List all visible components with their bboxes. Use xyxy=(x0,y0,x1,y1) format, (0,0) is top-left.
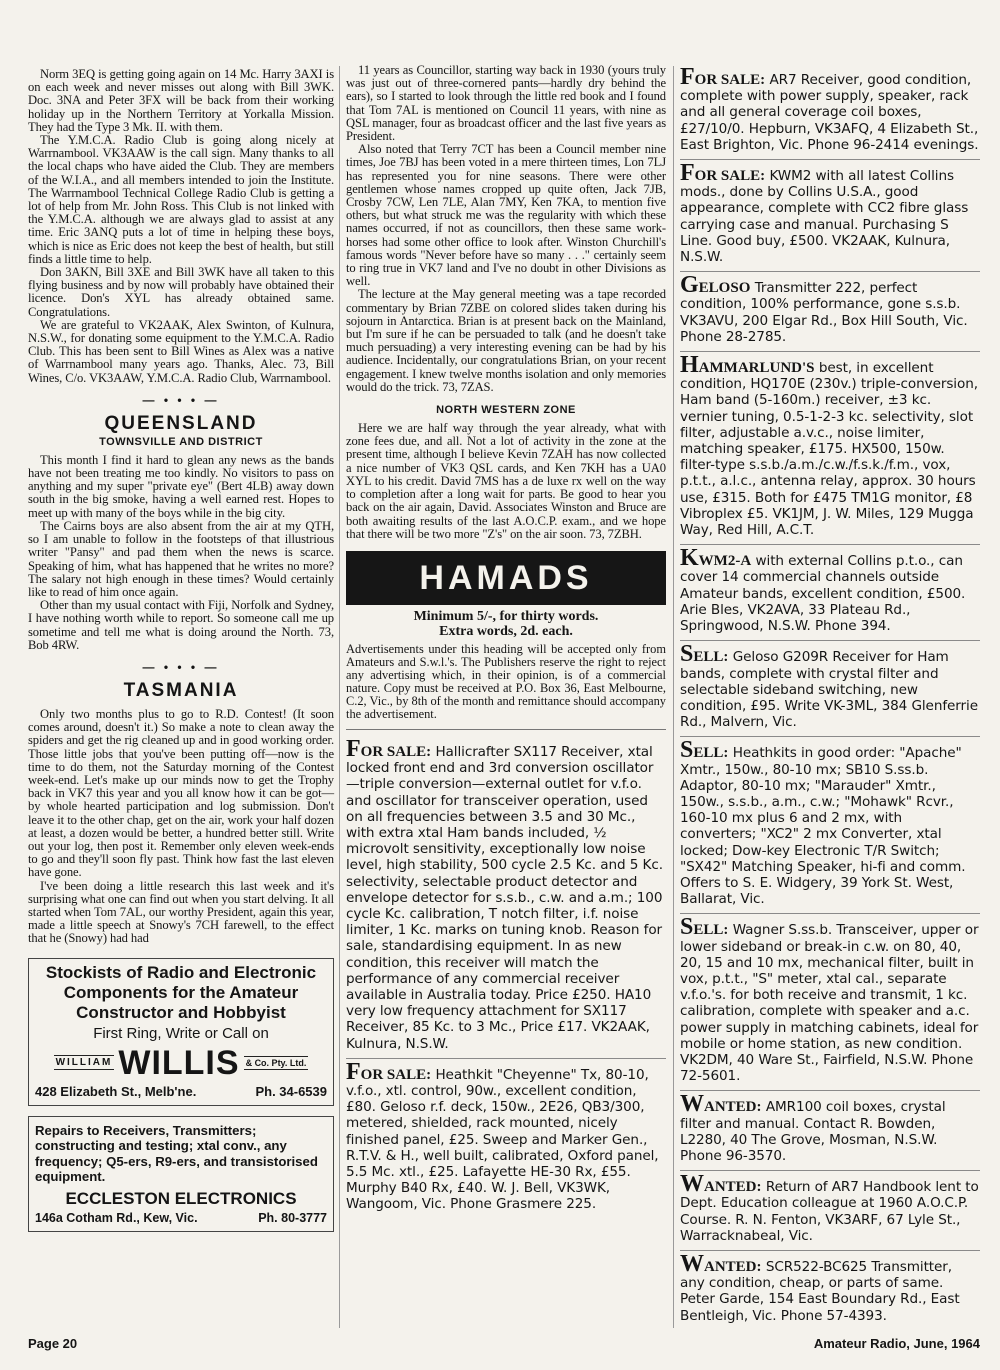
ad-initial: F xyxy=(680,64,695,90)
ad-initial: F xyxy=(346,735,361,762)
ad-lead: OR SALE: xyxy=(360,743,432,760)
hamads-rate: Minimum 5/-, for thirty words. xyxy=(413,608,599,624)
paragraph: Norm 3EQ is getting going again on 14 Mc. Harry 3AXI is on each week and never misses out along with Bill 3WK. Doc. 3NA and Peter 3FX will be back from their working holiday up in the Northern Territory at Yorkalla Mission. They had the Type 3 Mk. II. with them. xyxy=(28,67,334,134)
classified-ad xyxy=(680,1091,980,1171)
classified-ad xyxy=(680,737,980,914)
logo-willis: WILLIS xyxy=(118,1043,240,1082)
ad-text: AMR100 coil boxes, crystal filter and manual. Contact R. Bowden, L2280, 40 The Grove, Mosman, N.S.W. Phone 96-3570. xyxy=(680,1099,946,1164)
divider xyxy=(346,729,666,730)
section-separator: — • • • — xyxy=(142,659,220,674)
ad-text: with external Collins p.t.o., can cover 14 commercial channels outside Amateur bands, excellent condition, £500. Arie Bles, VK2AVA, 33 Plateau Rd., Springwood, N.S.W. Phone 394. xyxy=(680,553,966,635)
ad-text: Hallicrafter SX117 Receiver, xtal locked front end and 3rd conversion oscillator—triple conversion—external outlet for v.f.o. and oscillator for transceiver operation, used on all frequencies between 3.5 and 30 Mc., with extra xtal Ham bands included, ½ microvolt sensitivity, exceptionally low noise level, high stability, 500 cycle 2.5 Kc. and 5 Kc. selectivity, selectable product detector and envelope detector for s.s.b., c.w. and a.m.; 100 cycle Kc. calibration, T notch filter, i.f. noise limiter, 1 Kc. marks on tuning knob. Reason for sale, standardising equipment. In as new condition, this receiver will match the performance of any commercial receiver available in Australia today. Price £250. HA10 very low frequency attachment for SX117 Receiver, 85 Kc. to 3 Mc., Price £17. VK2AAK, Kulnura, N.S.W. xyxy=(346,743,663,1052)
publication-line: Amateur Radio, June, 1964 xyxy=(813,1336,980,1351)
ad-initial: F xyxy=(680,160,695,187)
paragraph: Other than my usual contact with Fiji, Norfolk and Sydney, I have nothing worth while to report. So someone call me up sometime and tell me what is doing around the North. 73, Bob 4RW. xyxy=(28,598,334,652)
ad-initial: H xyxy=(680,352,699,379)
ad-initial: S xyxy=(680,914,694,941)
ad-text: Heathkits in good order: "Apache" Xmtr., 150w., 80-10 mx; SB10 S.ss.b. Adaptor, 80-10 mx; "Marauder" Xmtr., 150w., s.s.b., a.m., c.w.; "Mohawk" Rcvr., 160-10 mx plus 6 and 2 mx, with converters; "XC2" 2 mx Converter, xtal locked; Dow-key Electronic T/R Switch; "SX42" Matching Speaker, hi-fi and comm. Offers to S. E. Widgery, 39 York St. West, Ballarat, Vic. xyxy=(680,745,966,908)
classified-ad xyxy=(680,545,980,641)
classified-ad xyxy=(680,1251,980,1330)
paragraph: Only two months plus to go to R.D. Contest! (It soon comes around, doesn't it.) So make a note to clean away the spiders and get the rig cleaned up and in good working order. Those little jobs that you've been putting off—now is the time to do them, not the Saturday morning of the Contest week-end. Let's make up our minds now to get the Trophy back in VK7 this year and you all know how it can be got—by whole hearted participation and log submission. Don't leave it to the other chap, get on the air, work your half dozen at least, a dozen would be better, a hundred better still. Write out your log, then post it. Remember only eleven week-ends to go and they'll soon fly past. Think how fast the last eleven have gone. xyxy=(28,706,334,880)
ad-lead: ELOSO xyxy=(698,280,751,297)
classified-ad xyxy=(680,160,980,272)
ad-address-line xyxy=(35,1211,327,1225)
section-heading-north-western-zone: NORTH WESTERN ZONE xyxy=(436,404,576,417)
ad-text: Repairs to Receivers, Transmitters; constructing and testing; xtal conv., any frequency; Q5-ers, R9-ers, and transistorised equipment. xyxy=(35,1122,318,1185)
ad-initial: S xyxy=(680,641,694,668)
advertisement-willis xyxy=(28,958,334,1106)
paragraph: The lecture at the May general meeting was a tape recorded commentary by Brian 7ZBE on colored slides taken during his sojourn in Antarctica. Brian is at present back on the Mainland, but I'm sure if he can be persuaded to talk (and he doesn't take much persuading) a very interesting evening can be had by his audience. Incidentally, our congratulations Brian, on your recent engagement. I knew twelve months isolation and only memories would do the trick. 73, 7ZAS. xyxy=(346,287,666,394)
advertisement-eccleston xyxy=(28,1116,334,1232)
hamads-rate: Extra words, 2d. each. xyxy=(439,623,573,639)
classified-ad xyxy=(346,1059,666,1219)
column-middle xyxy=(346,64,666,1219)
ad-text: SCR522-BC625 Transmitter, any condition, cheap, or parts of same. Peter Garde, 154 East Boundary Rd., East Bentleigh, Vic. Phone 57-4393. xyxy=(680,1259,960,1324)
hamads-conditions: Advertisements under this heading will be accepted only from Amateurs and S.w.l.'s. The Publishers reserve the right to reject any advertising which, in their opinion, is of a commercial nature. Copy must be received at P.O. Box 36, East Melbourne, C.2, Vic., by 8th of the month and remittance should accompany the advertisement. xyxy=(346,641,666,721)
paragraph: The Cairns boys are also absent from the air at my QTH, so I am unable to follow in the footsteps of that illustrious writer "Pansy" and pad them when the news is scarce. Speaking of him, what has happened that he writes no more? The salary not high enough in these times? Would certainly like to read of him once again. xyxy=(28,518,334,599)
classified-ad xyxy=(680,914,980,1091)
classified-ad xyxy=(680,1171,980,1251)
ad-text: Geloso G209R Receiver for Ham bands, complete with crystal filter and selectable sideband switching, new condition, £95. Write VK-3ML, 384 Glenferrie Rd., Malvern, Vic. xyxy=(680,649,978,731)
logo-company: & Co. Pty. Ltd. xyxy=(245,1057,307,1068)
paragraph: Also noted that Terry 7CT has been a Council member nine times, Joe 7BJ has been voted in a mere thirteen times, Lon 7LJ has represented you for nine seasons. There were other gentlemen whose names cropped up quite often, Jack 7JB, Crosby 7CW, Len 7LE, Alan 7MY, Ken 7KA, to mention five others, but what struck me was the regularity with which these names occurred, if not as councillors, then these same work-horses had some other office to look after. Winston Churchill's famous words "Never before have so many . . ." certainly seem to ring true in VK7 land and I've no doubt in other Divisions as well. xyxy=(346,142,666,289)
ad-initial: W xyxy=(680,1091,704,1118)
ad-lead: OR SALE: xyxy=(360,1066,432,1083)
ad-lead: ELL: xyxy=(693,922,729,939)
section-separator: — • • • — xyxy=(142,392,220,407)
ad-initial: S xyxy=(680,737,694,764)
classified-ad xyxy=(680,352,980,545)
section-heading-tasmania: TASMANIA xyxy=(123,679,239,701)
ad-lead: ANTED: xyxy=(704,1099,762,1116)
willis-logo xyxy=(35,1044,327,1082)
ad-call-line: First Ring, Write or Call on xyxy=(93,1024,269,1042)
ad-address: 146a Cotham Rd., Kew, Vic. xyxy=(35,1210,198,1225)
ad-address: 428 Elizabeth St., Melb'ne. xyxy=(35,1083,197,1099)
section-subheading: TOWNSVILLE AND DISTRICT xyxy=(99,435,263,448)
ad-lead: ANTED: xyxy=(704,1259,762,1275)
paragraph: Don 3AKN, Bill 3XE and Bill 3WK have all taken to this flying business and by now will probably have obtained their licence. Don's XYL has already obtained same. Congratulations. xyxy=(28,265,334,319)
ad-text: Transmitter 222, perfect condition, 100% performance, gone s.s.b. VK3AVU, 200 Elgar Rd., Box Hill South, Vic. Phone 28-2785. xyxy=(680,280,968,345)
ad-text: Return of AR7 Handbook lent to Dept. Education colleague at 1960 A.O.C.P. Course. R. N. Fenton, VK3ARF, 67 Lyle St., Warracknabeal, Vic. xyxy=(680,1179,979,1244)
ad-phone: Ph. 34-6539 xyxy=(255,1083,327,1099)
column-divider xyxy=(339,66,340,1328)
ad-text: KWM2 with all latest Collins mods., done by Collins U.S.A., good appearance, complete with CC2 fibre glass carrying case and manual. Purchasing S Line. Good buy, £500. VK2AAK, Kulnura, N.S.W. xyxy=(680,168,969,266)
paragraph: We are grateful to VK2AAK, Alex Swinton, of Kulnura, N.S.W., for donating some equipment to the Y.M.C.A. Radio Club. This has been sent to Bill Wines as Alex was a native of Warrnambool many years ago. Thanks, Alec. 73, Bill Wines, C/o. VK3AAW, Y.M.C.A. Radio Club, Warrnambool. xyxy=(28,317,334,385)
paragraph: Here we are half way through the year already, what with zone fees due, and all. Not a lot of activity in the zone at the present time, although I believe Kevin 7ZAH has now collected a nice number of VK3 QSL cards, and Ken 7KH has a UA0 XYL to his credit. David 7MS has a de luxe rx well on the way to completion after a long wait for parts. Be good to hear you back on the air again, David. Associates Winston and Bruce are both awaiting results of the last A.O.C.P. exam., and we hope that there will be two more "Z's" on the air soon. 73, 7ZBH. xyxy=(346,421,666,541)
paragraph: This month I find it hard to glean any news as the bands have not been treating me too kindly. No visitors to pass on anything and my super "private eye" (Bert 4LB) away down south in the big smoke, having a well earned rest. Hopes to meet up with many of the boys while in the big city. xyxy=(28,452,334,520)
ad-initial: W xyxy=(680,1251,704,1277)
paragraph: The Y.M.C.A. Radio Club is going along nicely at Warrnambool. VK3AAW is the call sign. Many thanks to all the local chaps who have aided the Club. They are members of the W.I.A., and all members intended to join the Institute. The Warrnambool Technical College Radio Club is getting a lot of help from Mr. John Ross. This Club is not linked with the Y.M.C.A. although we are always glad to assist at any time. Eric 3ANQ puts a lot of time in helping these boys, which is nice as Eric does not keep the best of health, but still finds a little time to help. xyxy=(28,133,334,266)
ad-address-line xyxy=(35,1084,327,1099)
ad-initial: K xyxy=(680,545,699,572)
classified-ad xyxy=(680,641,980,737)
ad-lead: AMMARLUND'S xyxy=(698,360,815,377)
ad-lead: ELL: xyxy=(693,649,729,666)
classified-ad xyxy=(680,64,980,160)
ad-text: best, in excellent condition, HQ170E (230v.) triple-conversion, Ham band (5-160m.) receiver, ±3 kc. vernier tuning, 0.5-1-2-3 kc. selectivity, slot filter, adjustable a.v.c., noise limiter, matching speaker, £175. HX500, 150w. filter-type s.s.b./a.m./c.w./f.s.k./f.m., vox, p.t.t., a.l.c., antenna relay, approx. 30 hours use, £315. Both for £475 TM1G monitor, £8 Vibroplex £5. VK1JM, J. W. Miles, 129 Mugga Way, Red Hill, A.C.T. xyxy=(680,360,978,539)
ad-lead: OR SALE: xyxy=(694,72,766,88)
classified-ad xyxy=(680,272,980,352)
ad-initial: F xyxy=(346,1058,361,1085)
paragraph: 11 years as Councillor, starting way back in 1930 (yours truly was just out of three-cornered pants—hardly dry behind the ears), so I started to look through the little red book and I found that Tom 7AL is mentioned on Council 11 years, with nine as QSL manager, four as broadcast officer and the last five years as President. xyxy=(346,63,666,144)
ad-company-name: ECCLESTON ELECTRONICS xyxy=(65,1188,297,1208)
ad-text: Heathkit "Cheyenne" Tx, 80-10, v.f.o., xtl. control, 90w., excellent condition, £80. Geloso r.f. deck, 150w., 2E26, QB3/300, metered, shielded, rack mounted, nicely finished panel, £25. Sweep and Marker Gen., R.T.V. & H., well built, calibrated, Oxford panel, 5.5 Mc. xtl., £25. Lafayette HE-30 Rx, £55. Murphy B40 Rx, £40. W. J. Bell, VK3WK, Wangoom, Vic. Phone Grasmere 225. xyxy=(346,1066,659,1213)
ad-headline: Stockists of Radio and Electronic Components for the Amateur Constructor and Hobbyist xyxy=(45,962,317,1022)
ad-lead: ANTED: xyxy=(704,1179,762,1196)
victoria-notes xyxy=(28,68,334,385)
page-footer xyxy=(28,1336,980,1351)
page-number: Page 20 xyxy=(28,1336,78,1351)
paragraph: I've been doing a little research this last week and it's surprising what one can find out when you start delving. It all started when Tom 7AL, our worthy President, again this year, made a little speech at Snowy's 7CH farewell, to the effect that he (Snowy) had had xyxy=(28,878,334,946)
ad-lead: WM2-A xyxy=(698,553,752,570)
column-divider xyxy=(673,66,674,1328)
section-heading-queensland: QUEENSLAND xyxy=(104,412,258,434)
ad-text: Wagner S.ss.b. Transceiver, upper or lower sideband or break-in c.w. on 80, 40, 20, 15 and 10 mx, mechanical filter, built in vox, p.t.t., "S" meter, xtal cal., separate v.f.o.'s. for both receive and transmit, 1 kc. calibration, complete with speaker and a.c. power supply in matching cabinets, ideal for mobile or home station, as new condition. VK2DM, 40 Ware St., Fairfield, N.S.W. Phone 72-5601. xyxy=(680,922,979,1085)
ad-lead: ELL: xyxy=(693,745,729,762)
ad-lead: OR SALE: xyxy=(694,168,766,185)
hamads-banner: HAMADS xyxy=(346,551,666,605)
logo-william: WILLIAM xyxy=(55,1057,113,1069)
ad-initial: W xyxy=(680,1171,704,1198)
ad-phone: Ph. 80-3777 xyxy=(258,1210,327,1225)
ad-initial: G xyxy=(680,272,699,299)
ad-text: AR7 Receiver, good condition, complete with power supply, speaker, rack and all general coverage coil boxes, £27/10/0. Hepburn, VK3AFQ, 4 Elizabeth St., East Brighton, Vic. Phone 96-2414 evenings. xyxy=(680,72,979,153)
classified-ad xyxy=(346,736,666,1059)
column-right xyxy=(680,64,980,1330)
column-left xyxy=(28,68,334,1232)
